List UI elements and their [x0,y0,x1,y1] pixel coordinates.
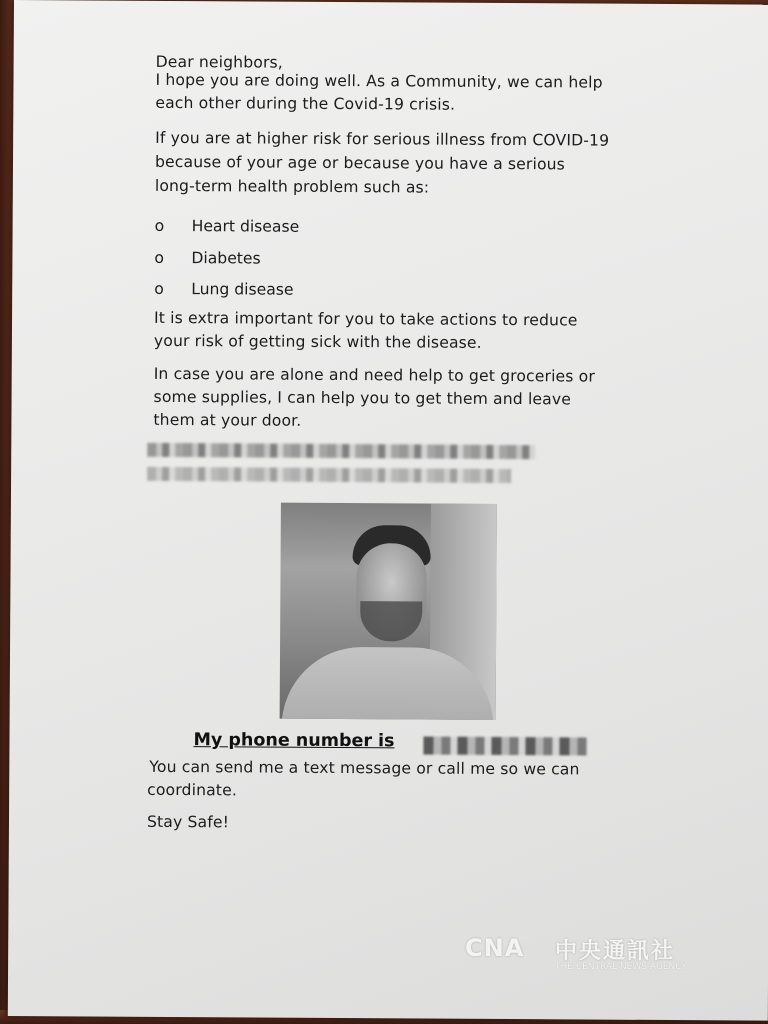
phone-heading: My phone number is [193,730,395,752]
paragraph-1-line-1: I hope you are doing well. As a Community, we can help [155,70,603,92]
cna-logo-mark: CNA [465,934,525,962]
condition-item [154,278,574,303]
watermark-logo [465,934,687,972]
paragraph-5-line-1: You can send me a text message or call me so we can [149,757,580,779]
condition-label: Diabetes [191,249,261,268]
paragraph-3-line-2: your risk of getting sick with the disease. [153,331,482,352]
greeting: Dear neighbors, [155,52,283,72]
bullet-mark: o [154,216,165,235]
paragraph-2-line-1: If you are at higher risk for serious illness from COVID-19 [155,128,610,150]
paragraph-4-line-1: In case you are alone and need help to get groceries or [153,364,596,386]
bullet-mark: o [154,279,164,298]
paragraph-2-line-2: because of your age or because you have a serious [154,152,566,174]
portrait-photo [280,503,497,720]
condition-item [154,247,574,272]
letter-sheet [8,0,768,1021]
redacted-address-line [147,467,511,483]
watermark-english: THE CENTRAL NEWS AGENCY [555,962,687,972]
condition-item [155,215,575,240]
paragraph-4-line-3: them at your door. [153,410,302,430]
bullet-mark: o [154,248,165,267]
paragraph-2-line-3: long-term health problem such as: [154,176,430,197]
paragraph-3-line-1: It is extra important for you to take actions to reduce [154,308,578,330]
paragraph-5-line-2: coordinate. [147,780,238,800]
condition-label: Heart disease [191,217,300,236]
redacted-phone-number [423,737,587,756]
paragraph-4-line-2: some supplies, I can help you to get them and leave [153,387,572,409]
watermark-chinese: 中央通訊社 [555,939,676,964]
closing: Stay Safe! [146,812,230,832]
condition-label: Lung disease [191,280,294,299]
redacted-name-line [147,443,535,459]
paragraph-1-line-2: each other during the Covid-19 crisis. [155,93,456,114]
